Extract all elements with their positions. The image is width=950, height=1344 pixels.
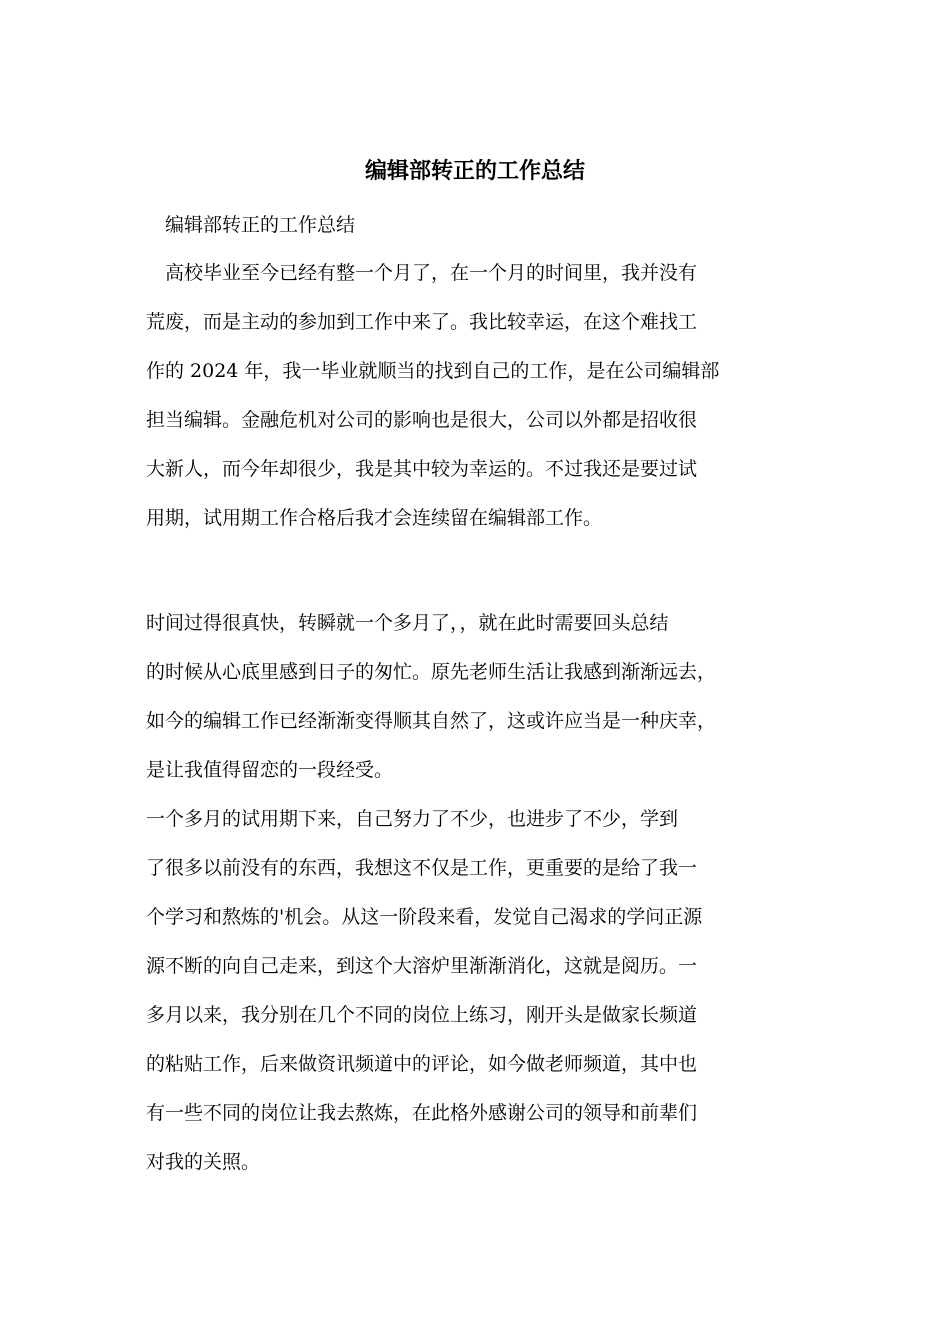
paragraph-line: 如今的编辑工作已经渐渐变得顺其自然了，这或许应当是一种庆幸， [146, 710, 717, 732]
paragraph-line: 是让我值得留恋的一段经受。 [146, 759, 394, 781]
paragraph-line: 源不断的向自己走来，到这个大溶炉里渐渐消化，这就是阅历。一 [146, 955, 698, 977]
document-title: 编辑部转正的工作总结 [364, 158, 585, 184]
paragraph-line: 作的 2024 年，我一毕业就顺当的找到自己的工作，是在公司编辑部 [146, 360, 720, 382]
paragraph-line: 了很多以前没有的东西，我想这不仅是工作，更重要的是给了我一 [146, 857, 698, 879]
paragraph-line: 大新人，而今年却很少，我是其中较为幸运的。不过我还是要过试 [146, 458, 698, 480]
document-subtitle: 编辑部转正的工作总结 [165, 214, 356, 236]
paragraph-2 [146, 599, 806, 795]
paragraph-line: 的粘贴工作，后来做资讯频道中的评论，如今做老师频道，其中也 [146, 1053, 698, 1075]
paragraph-line: 多月以来，我分别在几个不同的岗位上练习，刚开头是做家长频道 [146, 1004, 698, 1026]
paragraph-3 [146, 795, 806, 1187]
paragraph-line: 对我的关照。 [146, 1151, 261, 1173]
paragraph-line: 担当编辑。金融危机对公司的影响也是很大，公司以外都是招收很 [146, 409, 698, 431]
paragraph-line: 荒废，而是主动的参加到工作中来了。我比较幸运，在这个难找工 [146, 311, 698, 333]
paragraph-1 [146, 249, 806, 543]
paragraph-line: 的时候从心底里感到日子的匆忙。原先老师生活让我感到渐渐远去， [146, 661, 717, 683]
paragraph-line: 高校毕业至今已经有整一个月了，在一个月的时间里，我并没有 [146, 262, 698, 284]
paragraph-line: 有一些不同的岗位让我去熬炼，在此格外感谢公司的领导和前辈们 [146, 1102, 698, 1124]
paragraph-line: 用期，试用期工作合格后我才会连续留在编辑部工作。 [146, 507, 603, 529]
paragraph-line: 个学习和熬炼的'机会。从这一阶段来看，发觉自己渴求的学问正源 [146, 906, 703, 928]
paragraph-line: 时间过得很真快，转瞬就一个多月了，，就在此时需要回头总结 [146, 612, 669, 634]
paragraph-line: 一个多月的试用期下来，自己努力了不少，也进步了不少，学到 [146, 808, 679, 830]
